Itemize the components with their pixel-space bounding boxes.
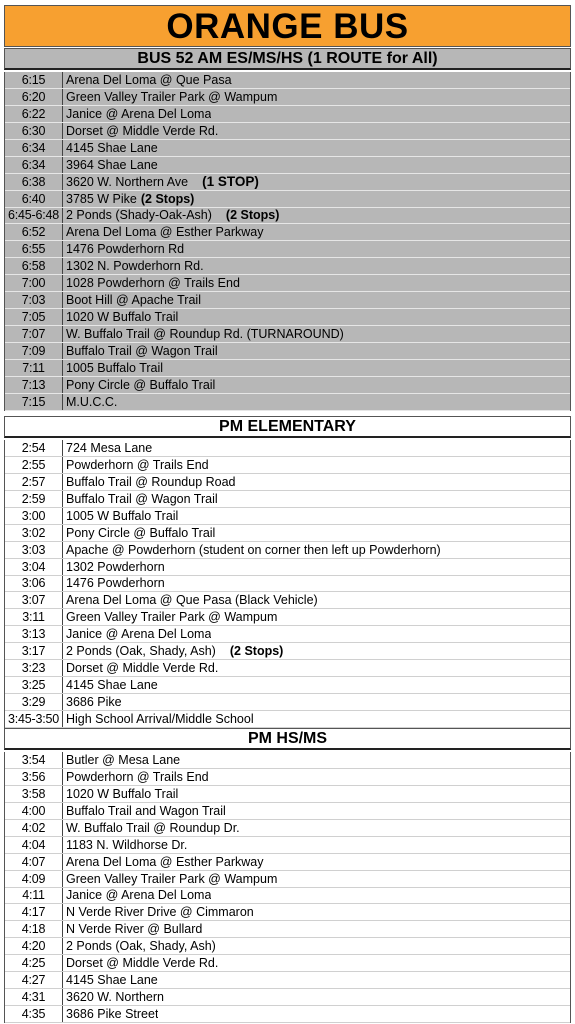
stop-location-cell — [63, 921, 202, 937]
stop-location: 1476 Powderhorn — [66, 576, 165, 591]
stop-location-cell — [63, 694, 122, 710]
stop-time: 7:09 — [5, 343, 63, 359]
stop-time: 3:23 — [5, 660, 63, 676]
table-row — [5, 677, 570, 694]
stop-location: 3964 Shae Lane — [66, 157, 158, 172]
table-row — [5, 440, 570, 457]
stop-location: Dorset @ Middle Verde Rd. — [66, 123, 219, 138]
stop-time: 4:17 — [5, 904, 63, 920]
table-row — [5, 258, 570, 275]
table-row — [5, 140, 570, 157]
stop-location-cell — [63, 626, 211, 642]
stop-location: Arena Del Loma @ Esther Parkway — [66, 854, 264, 869]
title-banner — [4, 5, 571, 47]
stop-time: 3:45-3:50 — [5, 711, 63, 727]
table-row — [5, 854, 570, 871]
stop-location-cell — [63, 955, 218, 971]
stop-location: 2 Ponds (Oak, Shady, Ash) — [66, 939, 216, 954]
stop-location-cell — [63, 440, 152, 456]
stop-time: 4:04 — [5, 837, 63, 853]
stop-location-cell — [63, 989, 164, 1005]
table-row — [5, 457, 570, 474]
stop-location: Powderhorn @ Trails End — [66, 769, 209, 784]
stop-note: (2 Stops) — [140, 191, 195, 206]
stop-location: 1028 Powderhorn @ Trails End — [66, 276, 240, 291]
stop-location-cell — [63, 972, 158, 988]
stop-location-cell — [63, 208, 279, 224]
table-row — [5, 157, 570, 174]
table-row — [5, 660, 570, 677]
stop-location-cell — [63, 140, 158, 156]
stop-location: Dorset @ Middle Verde Rd. — [66, 956, 219, 971]
stop-time: 7:15 — [5, 394, 63, 410]
stop-time: 4:02 — [5, 820, 63, 836]
schedule-table-am — [4, 72, 571, 411]
stop-time: 6:52 — [5, 224, 63, 240]
table-row — [5, 871, 570, 888]
stop-location: Janice @ Arena Del Loma — [66, 627, 212, 642]
stop-location: 3785 W Pike — [66, 191, 137, 206]
table-row — [5, 106, 570, 123]
stop-time: 4:25 — [5, 955, 63, 971]
table-row — [5, 938, 570, 955]
stop-location: Buffalo Trail @ Wagon Trail — [66, 491, 218, 506]
stop-location: 1005 W Buffalo Trail — [66, 508, 179, 523]
stop-time: 7:03 — [5, 292, 63, 308]
stop-location-cell — [63, 542, 441, 558]
stop-location-cell — [63, 660, 218, 676]
stop-location: 1302 Powderhorn — [66, 559, 165, 574]
table-row — [5, 241, 570, 258]
table-row — [5, 643, 570, 660]
stop-time: 3:56 — [5, 769, 63, 785]
table-row — [5, 576, 570, 593]
stop-location-cell — [63, 888, 211, 904]
stop-location-cell — [63, 377, 215, 393]
table-row — [5, 609, 570, 626]
table-row — [5, 989, 570, 1006]
table-row — [5, 123, 570, 140]
stop-location: 3686 Pike — [66, 695, 122, 710]
stop-location: W. Buffalo Trail @ Roundup Rd. (TURNAROUND) — [66, 327, 344, 342]
stop-time: 6:38 — [5, 174, 63, 190]
table-row — [5, 711, 570, 728]
stop-time: 3:07 — [5, 592, 63, 608]
stop-location-cell — [63, 559, 165, 575]
stop-location: 1020 W Buffalo Trail — [66, 786, 179, 801]
stop-time: 4:18 — [5, 921, 63, 937]
stop-location: Boot Hill @ Apache Trail — [66, 293, 201, 308]
stop-time: 3:29 — [5, 694, 63, 710]
table-row — [5, 525, 570, 542]
stop-location-cell — [63, 609, 277, 625]
stop-location: Arena Del Loma @ Que Pasa — [66, 72, 232, 87]
stop-location-cell — [63, 241, 184, 257]
table-row — [5, 592, 570, 609]
stop-location: Apache @ Powderhorn (student on corner then left up Powderhorn) — [66, 542, 441, 557]
table-row — [5, 275, 570, 292]
stop-time: 4:35 — [5, 1006, 63, 1022]
stop-time: 3:04 — [5, 559, 63, 575]
stop-time: 6:30 — [5, 123, 63, 139]
table-row — [5, 224, 570, 241]
stop-location-cell — [63, 106, 211, 122]
stop-location: Powderhorn @ Trails End — [66, 457, 209, 472]
stop-location-cell — [63, 360, 163, 376]
stop-location-cell — [63, 711, 254, 727]
stop-location-cell — [63, 1006, 158, 1022]
stop-location: Buffalo Trail @ Roundup Road — [66, 474, 236, 489]
stop-location-cell — [63, 871, 277, 887]
stop-time: 6:34 — [5, 157, 63, 173]
stop-location-cell — [63, 769, 209, 785]
stop-location: 3620 W. Northern Ave — [66, 174, 189, 189]
stop-location-cell — [63, 224, 264, 240]
stop-location-cell — [63, 72, 232, 88]
table-row — [5, 343, 570, 360]
table-row — [5, 803, 570, 820]
stop-location-cell — [63, 592, 318, 608]
stop-location-cell — [63, 174, 259, 190]
stop-time: 3:13 — [5, 626, 63, 642]
stop-location-cell — [63, 786, 178, 802]
stop-location: 4145 Shae Lane — [66, 140, 158, 155]
stop-time: 4:27 — [5, 972, 63, 988]
stop-time: 6:15 — [5, 72, 63, 88]
table-row — [5, 752, 570, 769]
stop-location: Buffalo Trail and Wagon Trail — [66, 803, 226, 818]
table-row — [5, 508, 570, 525]
stop-location: Janice @ Arena Del Loma — [66, 106, 212, 121]
section-heading-pm-elementary: PM ELEMENTARY — [4, 416, 571, 438]
stop-note: (2 Stops) — [225, 208, 280, 223]
stop-location-cell — [63, 123, 218, 139]
table-row — [5, 292, 570, 309]
stop-location-cell — [63, 474, 236, 490]
stop-time: 3:06 — [5, 576, 63, 592]
stop-time: 3:11 — [5, 609, 63, 625]
stop-time: 3:25 — [5, 677, 63, 693]
stop-time: 6:34 — [5, 140, 63, 156]
stop-location: 1020 W Buffalo Trail — [66, 310, 179, 325]
table-row — [5, 559, 570, 576]
stop-location-cell — [63, 275, 240, 291]
stop-time: 4:20 — [5, 938, 63, 954]
table-row — [5, 326, 570, 343]
stop-location: Buffalo Trail @ Wagon Trail — [66, 343, 218, 358]
stop-time: 2:57 — [5, 474, 63, 490]
stop-time: 7:13 — [5, 377, 63, 393]
stop-location: 1005 Buffalo Trail — [66, 360, 164, 375]
stop-location-cell — [63, 326, 344, 342]
stop-location: 3686 Pike Street — [66, 1007, 159, 1022]
stop-location-cell — [63, 309, 178, 325]
stop-location: Arena Del Loma @ Que Pasa (Black Vehicle) — [66, 593, 318, 608]
section-heading-am: BUS 52 AM ES/MS/HS (1 ROUTE for All) — [4, 48, 571, 70]
stop-time: 7:05 — [5, 309, 63, 325]
stop-location-cell — [63, 525, 215, 541]
stop-location-cell — [63, 191, 194, 207]
table-row — [5, 1006, 570, 1023]
schedule-table-pm-elementary — [4, 440, 571, 728]
stop-location: N Verde River @ Bullard — [66, 922, 203, 937]
page-title: ORANGE BUS — [166, 6, 409, 46]
stop-time: 7:11 — [5, 360, 63, 376]
stop-location-cell — [63, 904, 254, 920]
stop-location-cell — [63, 258, 204, 274]
table-row — [5, 626, 570, 643]
stop-time: 7:07 — [5, 326, 63, 342]
schedule-table-pm-hs-ms — [4, 752, 571, 1023]
stop-time: 3:58 — [5, 786, 63, 802]
table-row — [5, 972, 570, 989]
stop-location-cell — [63, 643, 283, 659]
stop-time: 3:02 — [5, 525, 63, 541]
stop-time: 4:09 — [5, 871, 63, 887]
stop-location-cell — [63, 837, 187, 853]
stop-location-cell — [63, 292, 201, 308]
table-row — [5, 208, 570, 225]
stop-time: 2:59 — [5, 491, 63, 507]
stop-location: M.U.C.C. — [66, 394, 118, 409]
table-row — [5, 174, 570, 191]
stop-time: 6:58 — [5, 258, 63, 274]
stop-time: 3:54 — [5, 752, 63, 768]
stop-location-cell — [63, 576, 165, 592]
stop-location: 3620 W. Northern — [66, 990, 164, 1005]
stop-location: 2 Ponds (Shady-Oak-Ash) — [66, 208, 212, 223]
table-row — [5, 377, 570, 394]
stop-time: 6:40 — [5, 191, 63, 207]
table-row — [5, 921, 570, 938]
stop-location: Butler @ Mesa Lane — [66, 752, 181, 767]
stop-location-cell — [63, 457, 209, 473]
stop-location: Green Valley Trailer Park @ Wampum — [66, 871, 278, 886]
stop-location: Janice @ Arena Del Loma — [66, 888, 212, 903]
stop-time: 6:45-6:48 — [5, 208, 63, 224]
stop-location: N Verde River Drive @ Cimmaron — [66, 905, 254, 920]
table-row — [5, 474, 570, 491]
stop-time: 4:11 — [5, 888, 63, 904]
stop-time: 6:20 — [5, 89, 63, 105]
stop-time: 3:00 — [5, 508, 63, 524]
stop-note: (2 Stops) — [229, 644, 284, 659]
stop-location: Pony Circle @ Buffalo Trail — [66, 377, 216, 392]
stop-time: 4:07 — [5, 854, 63, 870]
table-row — [5, 542, 570, 559]
table-row — [5, 955, 570, 972]
table-row — [5, 394, 570, 411]
stop-location-cell — [63, 803, 226, 819]
stop-time: 6:22 — [5, 106, 63, 122]
stop-location: 1476 Powderhorn Rd — [66, 242, 185, 257]
table-row — [5, 491, 570, 508]
table-row — [5, 837, 570, 854]
table-row — [5, 769, 570, 786]
stop-location-cell — [63, 820, 240, 836]
stop-location: Arena Del Loma @ Esther Parkway — [66, 225, 264, 240]
stop-location: 2 Ponds (Oak, Shady, Ash) — [66, 644, 216, 659]
table-row — [5, 888, 570, 905]
table-row — [5, 786, 570, 803]
stop-location-cell — [63, 343, 218, 359]
stop-time: 4:31 — [5, 989, 63, 1005]
stop-location-cell — [63, 752, 180, 768]
table-row — [5, 904, 570, 921]
stop-location-cell — [63, 508, 178, 524]
stop-location: W. Buffalo Trail @ Roundup Dr. — [66, 820, 240, 835]
stop-time: 6:55 — [5, 241, 63, 257]
section-heading-pm-hs-ms: PM HS/MS — [4, 728, 571, 750]
table-row — [5, 820, 570, 837]
stop-time: 4:00 — [5, 803, 63, 819]
stop-location-cell — [63, 677, 158, 693]
table-row — [5, 72, 570, 89]
stop-location-cell — [63, 938, 216, 954]
stop-time: 3:17 — [5, 643, 63, 659]
stop-location: 1183 N. Wildhorse Dr. — [66, 837, 188, 852]
stop-location: Pony Circle @ Buffalo Trail — [66, 525, 216, 540]
table-row — [5, 694, 570, 711]
stop-time: 3:03 — [5, 542, 63, 558]
table-row — [5, 309, 570, 326]
stop-note: (1 STOP) — [202, 174, 259, 190]
stop-location: Dorset @ Middle Verde Rd. — [66, 661, 219, 676]
stop-location-cell — [63, 394, 117, 410]
stop-location: 724 Mesa Lane — [66, 440, 153, 455]
table-row — [5, 89, 570, 106]
stop-location: 4145 Shae Lane — [66, 678, 158, 693]
stop-time: 7:00 — [5, 275, 63, 291]
stop-location-cell — [63, 491, 218, 507]
table-row — [5, 360, 570, 377]
stop-location: High School Arrival/Middle School — [66, 711, 254, 726]
table-row — [5, 191, 570, 208]
stop-location: Green Valley Trailer Park @ Wampum — [66, 610, 278, 625]
stop-location-cell — [63, 854, 264, 870]
stop-location: 1302 N. Powderhorn Rd. — [66, 259, 204, 274]
stop-location-cell — [63, 89, 277, 105]
stop-location: 4145 Shae Lane — [66, 973, 158, 988]
stop-time: 2:54 — [5, 440, 63, 456]
stop-location: Green Valley Trailer Park @ Wampum — [66, 89, 278, 104]
stop-time: 2:55 — [5, 457, 63, 473]
stop-location-cell — [63, 157, 158, 173]
